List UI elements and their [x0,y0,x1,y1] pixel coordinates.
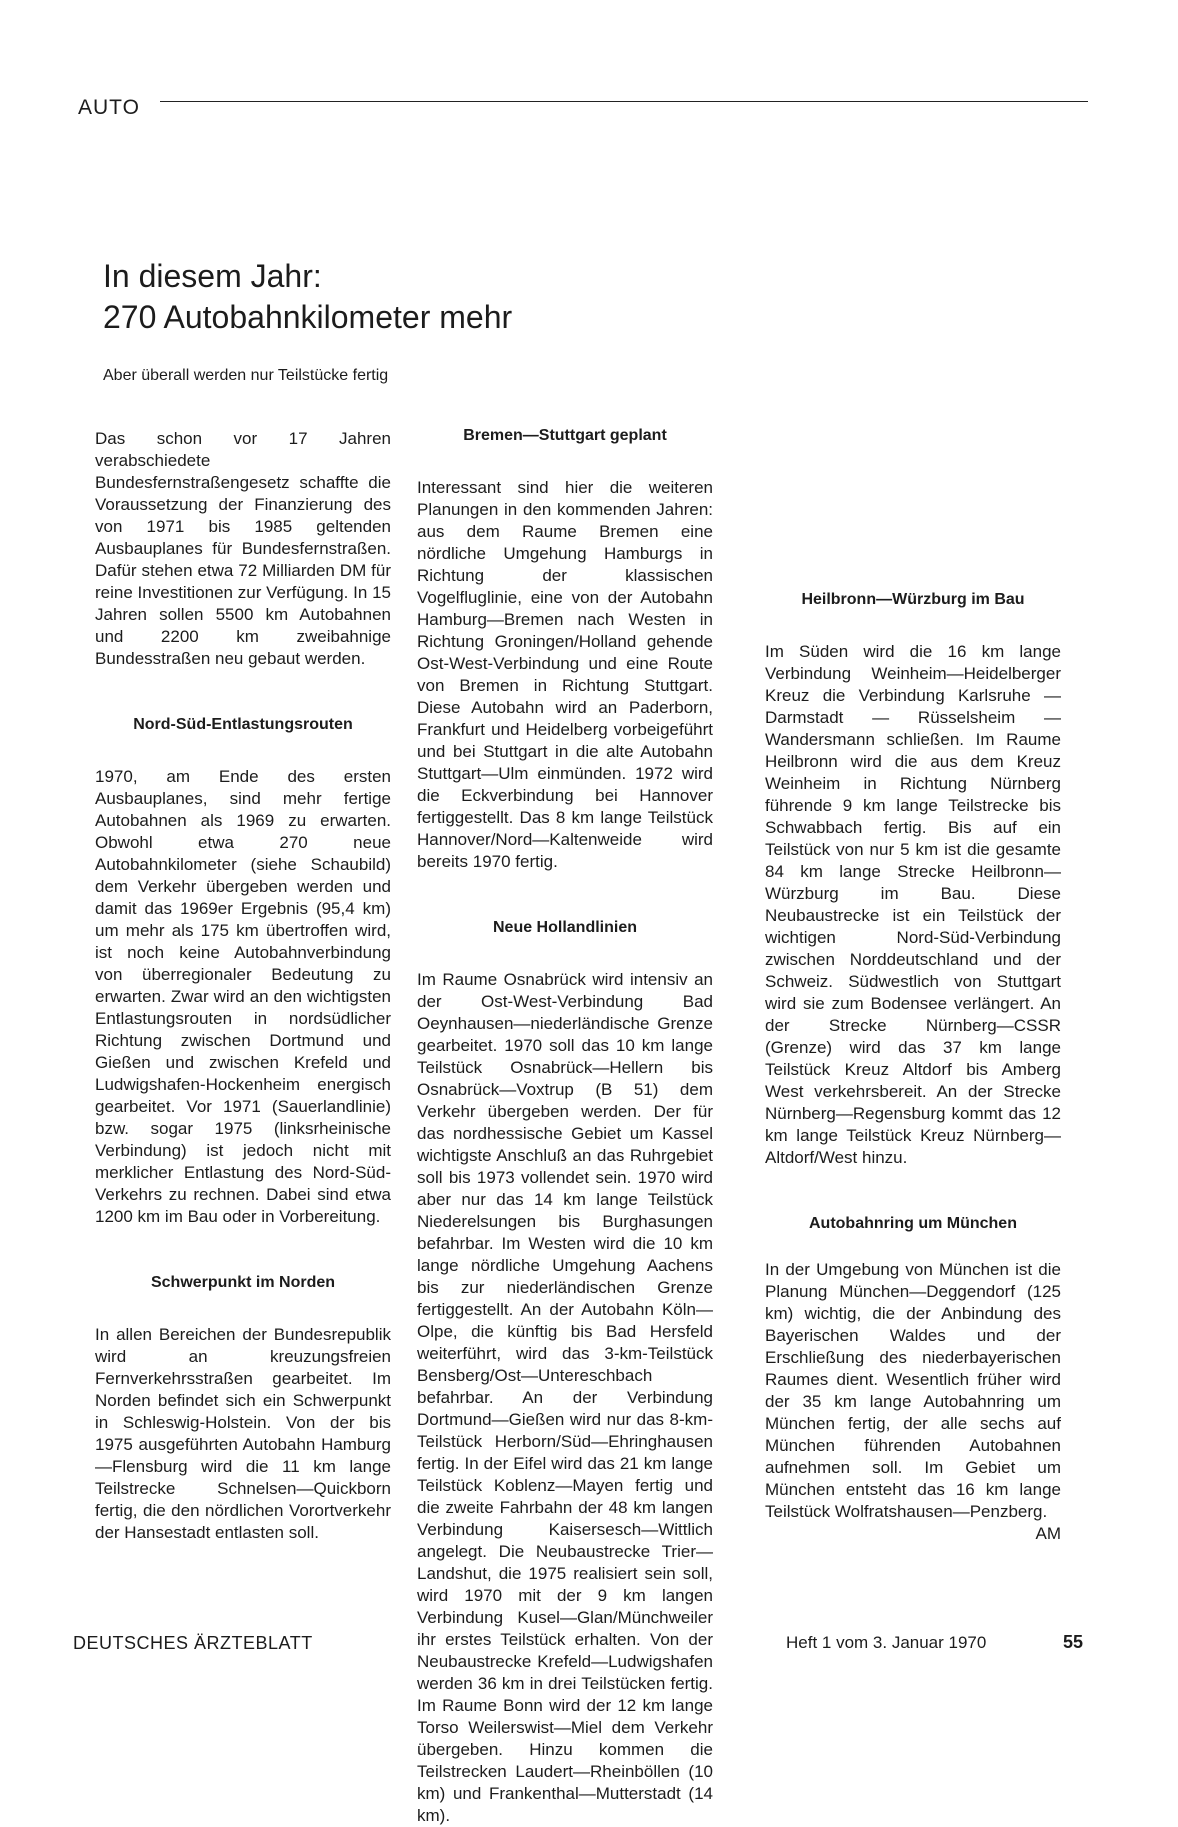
page-number: 55 [1063,1632,1084,1652]
article-subtitle: Aber überall werden nur Teilstücke fertig [103,367,389,384]
paragraph: Im Raume Osnabrück wird intensiv an der Ost-West-Verbindung Bad Oeynhausen—niederländische Grenze gearbeitet. 1970 soll das 10 km lange Teilstück Osnabrück—Hellern bis Osnabrück—Voxtrup (B 51) dem Verkehr übergeben werden. Der für das nordhessische Gebiet um Kassel wichtigste Anschluß an das Ruhrgebiet soll bis 1973 vollendet sein. 1970 wird aber nur das 14 km lange Teilstück Niederelsungen bis Burghasungen befahrbar. Im Westen wird die 10 km lange nördliche Umgehung Aachens bis zur niederländischen Grenze fertiggestellt. An der Autobahn Köln—Olpe, die künftig bis Bad Hersfeld weiterführt, wird das 3-km-Teilstück Bensberg/Ost—Untereschbach befahrbar. An der Verbindung Dortmund—Gießen wird nur das 8-km-Teilstück Herborn/Süd—Ehringhausen fertig. In der Eifel wird das 21 km lange Teilstück Koblenz—Mayen fertig und die zweite Fahrbahn der 48 km langen Verbindung Kaisersesch—Wittlich angelegt. Die Neubaustrecke Trier—Landshut, die 1975 realisiert sein soll, wird 1970 mit der 9 km langen Verbindung Kusel—Glan/Münchweiler ihr erstes Teilstück erhalten. Von der Neubaustrecke Krefeld—Ludwigshafen werden 36 km in drei Teilstücken fertig. Im Raume Bonn wird der 12 km lange Torso Weilerswist—Miel dem Verkehr übergeben. Hinzu kommen die Teilstrecken Laudert—Rheinböllen (10 km) und Frankenthal—Mutterstadt (14 km). [417,970,713,1825]
header-rule [160,101,1088,102]
paragraph: Interessant sind hier die weiteren Planungen in den kommenden Jahren: aus dem Raume Bremen eine nördliche Umgehung Hamburgs in Richtung der klassischen Vogelfluglinie, eine von der Autobahn Hamburg—Bremen nach Westen in Richtung Groningen/Holland gehende Ost-West-Verbindung und eine Route von Bremen in Richtung Stuttgart. Diese Autobahn wird an Paderborn, Frankfurt und Heidelberg vorbeigeführt und bei Stuttgart in die alte Autobahn Stuttgart—Ulm einmünden. 1972 wird die Eckverbindung bei Hannover fertiggestellt. Das 8 km lange Teilstück Hannover/Nord—Kaltenweide wird bereits 1970 fertig. [417,478,713,871]
subheading: Bremen—Stuttgart geplant [463,427,667,444]
paragraph-text: In der Umgebung von München ist die Planung München—Deggendorf (125 km) wichtig, die der Anbindung des Bayerischen Waldes und der Erschließung des niederbayerischen Raumes dient. Wesentlich früher wird der 35 km lange Autobahnring um München fertig, der alle sechs auf München führenden Autobahnen aufnehmen soll. Im Gebiet um München entsteht das 16 km lange Teilstück Wolfratshausen—Penzberg. [765,1260,1061,1521]
column-2 [417,425,713,1827]
subheading: Heilbronn—Würzburg im Bau [801,591,1025,608]
journal-name: DEUTSCHES ÄRZTEBLATT [73,1633,313,1653]
subheading: Nord-Süd-Entlastungsrouten [133,716,353,733]
article-title [103,256,512,338]
issue-info: Heft 1 vom 3. Januar 1970 [786,1633,987,1652]
paragraph: Im Süden wird die 16 km lange Verbindung Weinheim—Heidelberger Kreuz die Verbindung Karlsruhe — Darmstadt — Rüsselsheim — Wandersmann schließen. Im Raume Heilbronn wird die aus dem Kreuz Weinheim in Richtung Nürnberg führende 9 km lange Teilstrecke bis Schwabbach fertig. Bis auf ein Teilstück von nur 5 km ist die gesamte 84 km lange Strecke Heilbronn—Würzburg im Bau. Diese Neubaustrecke ist ein Teilstück der wichtigen Nord-Süd-Verbindung zwischen Norddeutschland und der Schweiz. Südwestlich von Stuttgart wird sie zum Bodensee verlängert. An der Strecke Nürnberg—CSSR (Grenze) wird das 37 km lange Teilstück Kreuz Altdorf bis Amberg West verkehrsbereit. An der Strecke Nürnberg—Regensburg kommt das 12 km lange Teilstück Kreuz Nürnberg—Altdorf/West hinzu. [765,642,1061,1167]
subheading: Autobahnring um München [809,1215,1017,1232]
column-3 [765,259,1061,1545]
paragraph: 1970, am Ende des ersten Ausbauplanes, sind mehr fertige Autobahnen als 1969 zu erwarten. Obwohl etwa 270 neue Autobahnkilometer (siehe Schaubild) dem Verkehr übergeben werden und damit das 1969er Ergebnis (95,4 km) um mehr als 175 km übertroffen wird, ist noch keine Autobahnverbindung von überregionaler Bedeutung zu erwarten. Zwar wird an den wichtigsten Entlastungsrouten in nordsüdlicher Richtung zwischen Dortmund und Gießen und zwischen Krefeld und Ludwigshafen-Hockenheim energisch gearbeitet. Vor 1971 (Sauerlandlinie) bzw. sogar 1975 (linksrheinische Verbindung) ist jedoch nicht mit merklicher Entlastung des Nord-Süd-Verkehrs zu rechnen. Dabei sind etwa 1200 km im Bau oder in Vorbereitung. [95,767,391,1226]
title-line-1: In diesem Jahr: [103,258,322,294]
title-line-2: 270 Autobahnkilometer mehr [103,299,513,335]
paragraph [765,1259,1061,1543]
section-label: AUTO [78,96,140,119]
paragraph: In allen Bereichen der Bundesrepublik wird an kreuzungsfreien Fernverkehrsstraßen gearbeitet. Im Norden befindet sich ein Schwerpunkt in Schleswig-Holstein. Von der bis 1975 ausgeführten Autobahn Hamburg—Flensburg wird die 11 km lange Teilstrecke Schnelsen—Quickborn fertig, die den nördlichen Vorortverkehr der Hansestadt entlasten soll. [95,1325,391,1542]
column-1 [95,428,391,1544]
subheading: Neue Hollandlinien [492,919,637,936]
subheading: Schwerpunkt im Norden [150,1274,336,1291]
paragraph: Das schon vor 17 Jahren verabschiedete Bundesfernstraßengesetz schaffte die Voraussetzung der Finanzierung des von 1971 bis 1985 geltenden Ausbauplanes für Bundesfernstraßen. Dafür stehen etwa 72 Milliarden DM für reine Investitionen zur Verfügung. In 15 Jahren sollen 5500 km Autobahnen und 2200 km zweibahnige Bundesstraßen neu gebaut werden. [95,429,391,668]
author-initials: AM [1035,1524,1061,1543]
